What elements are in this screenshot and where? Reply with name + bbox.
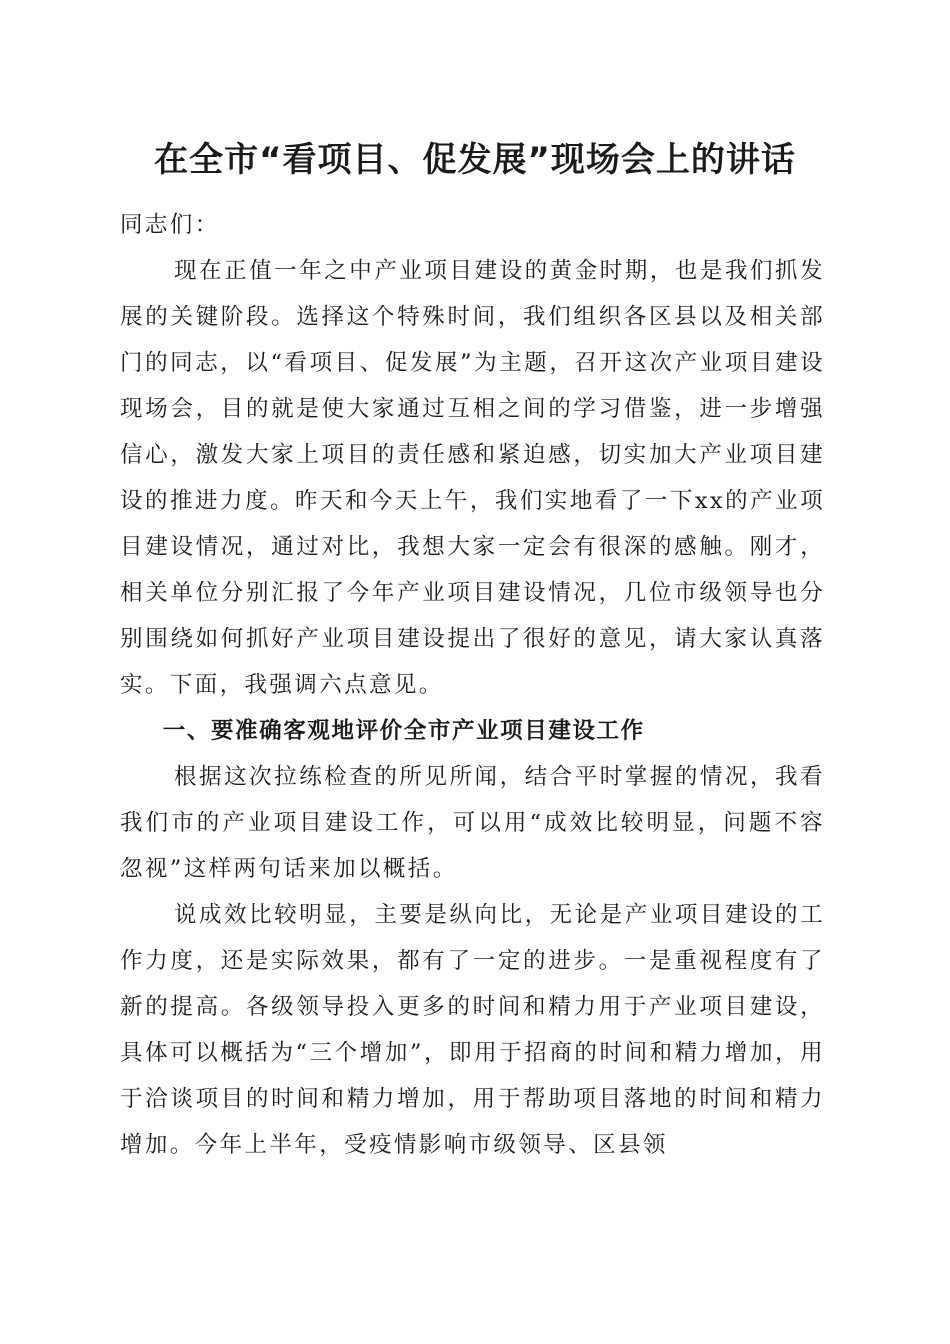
paragraph-achievements: 说成效比较明显，主要是纵向比，无论是产业项目建设的工作力度，还是实际效果，都有了一定的进步。一是重视程度有了新的提高。各级领导投入更多的时间和精力用于产业项目建设，具体可以概括为“三个增加”，即用于招商的时间和精力增加，用于洽谈项目的时间和精力增加，用于帮助项目落地的时间和精力增加。今年上半年，受疫情影响市级领导、区县领 <box>120 902 825 1158</box>
section-heading-1: 一、要准确客观地评价全市产业项目建设工作 <box>162 718 645 744</box>
paragraph-summary: 根据这次拉练检查的所见所闻，结合平时掌握的情况，我看我们市的产业项目建设工作，可以用“成效比较明显，问题不容忽视”这样两句话来加以概括。 <box>120 764 825 882</box>
document-body <box>120 202 825 1168</box>
paragraph-opening: 现在正值一年之中产业项目建设的黄金时期，也是我们抓发展的关键阶段。选择这个特殊时间，我们组织各区县以及相关部门的同志，以“看项目、促发展”为主题，召开这次产业项目建设现场会，目的就是使大家通过互相之间的学习借鉴，进一步增强信心，激发大家上项目的责任感和紧迫感，切实加大产业项目建设的推进力度。昨天和今天上午，我们实地看了一下xx的产业项目建设情况，通过对比，我想大家一定会有很深的感触。刚才，相关单位分别汇报了今年产业项目建设情况，几位市级领导也分别围绕如何抓好产业项目建设提出了很好的意见，请大家认真落实。下面，我强调六点意见。 <box>120 258 825 698</box>
document-title: 在全市“看项目、促发展”现场会上的讲话 <box>154 140 796 180</box>
salutation: 同志们： <box>120 212 220 238</box>
